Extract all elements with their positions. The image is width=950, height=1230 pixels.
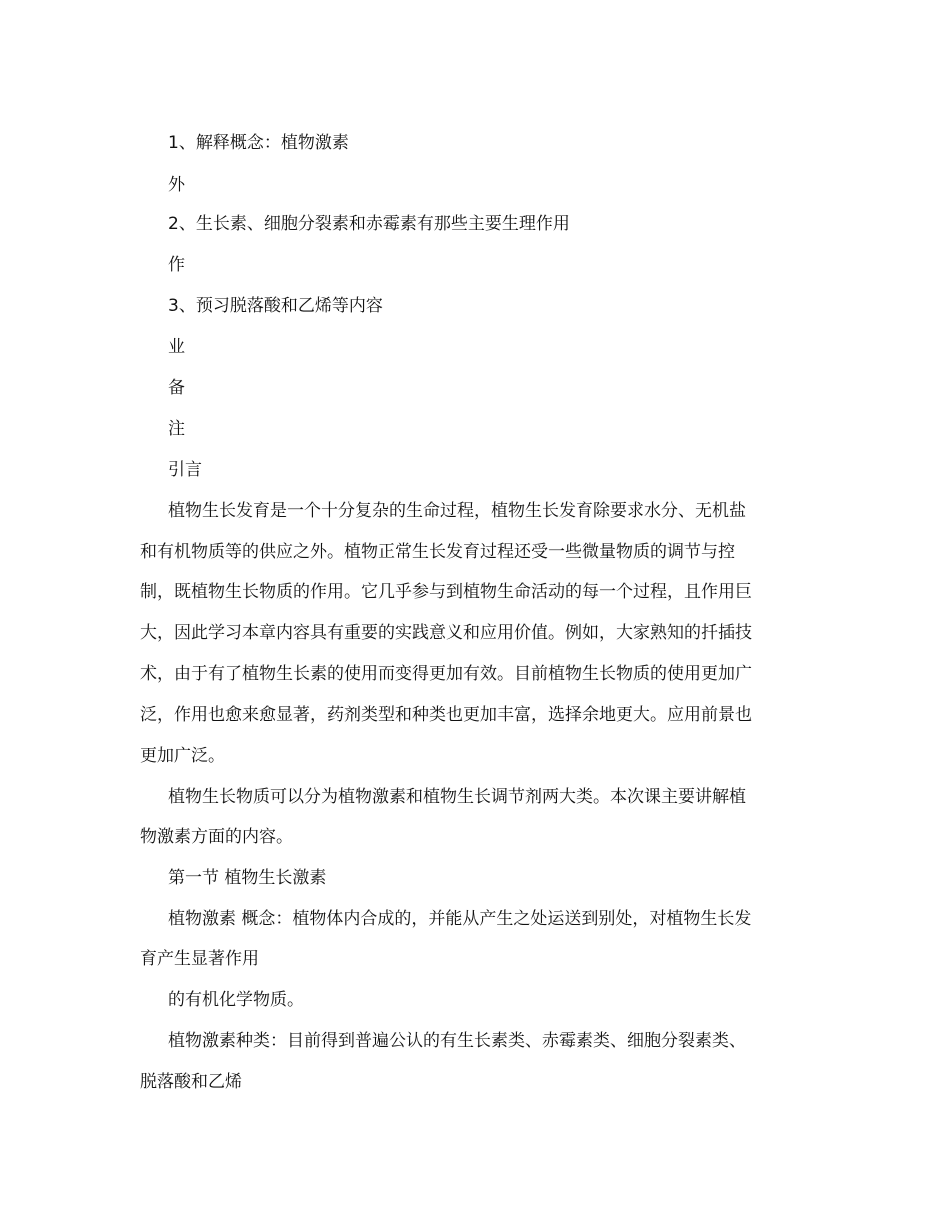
intro-paragraph-line: 物激素方面的内容。 xyxy=(140,827,293,847)
homework-item-2: 2、生长素、细胞分裂素和赤霉素有那些主要生理作用 xyxy=(168,214,570,234)
intro-paragraph-line: 制，既植物生长物质的作用。它几乎参与到植物生命活动的每一个过程，且作用巨 xyxy=(140,582,752,602)
homework-label-char: 外 xyxy=(168,175,185,195)
intro-paragraph-line: 泛，作用也愈来愈显著，药剂类型和种类也更加丰富，选择余地更大。应用前景也 xyxy=(140,705,752,725)
intro-paragraph-line: 更加广泛。 xyxy=(140,746,225,766)
concept-line: 植物激素 概念：植物体内合成的，并能从产生之处运送到别处，对植物生长发 xyxy=(168,909,752,929)
intro-paragraph-line: 植物生长发育是一个十分复杂的生命过程，植物生长发育除要求水分、无机盐 xyxy=(168,501,746,521)
homework-label-char: 作 xyxy=(168,255,185,275)
homework-item-1: 1、解释概念：植物激素 xyxy=(168,133,349,153)
concept-line: 育产生显著作用 xyxy=(140,949,259,969)
homework-label-char: 业 xyxy=(168,337,185,357)
homework-item-3: 3、预习脱落酸和乙烯等内容 xyxy=(168,296,383,316)
intro-paragraph-line: 植物生长物质可以分为植物激素和植物生长调节剂两大类。本次课主要讲解植 xyxy=(168,787,746,807)
notes-label-char: 注 xyxy=(168,419,185,439)
concept-line: 的有机化学物质。 xyxy=(168,990,304,1010)
types-line: 植物激素种类：目前得到普遍公认的有生长素类、赤霉素类、细胞分裂素类、 xyxy=(168,1031,746,1051)
types-line: 脱落酸和乙烯 xyxy=(140,1072,242,1092)
intro-paragraph-line: 术，由于有了植物生长素的使用而变得更加有效。目前植物生长物质的使用更加广 xyxy=(140,664,752,684)
intro-heading: 引言 xyxy=(168,460,202,480)
intro-paragraph-line: 大，因此学习本章内容具有重要的实践意义和应用价值。例如，大家熟知的扦插技 xyxy=(140,623,752,643)
notes-label-char: 备 xyxy=(168,378,185,398)
section-title: 第一节 植物生长激素 xyxy=(168,868,327,888)
intro-paragraph-line: 和有机物质等的供应之外。植物正常生长发育过程还受一些微量物质的调节与控 xyxy=(140,542,735,562)
